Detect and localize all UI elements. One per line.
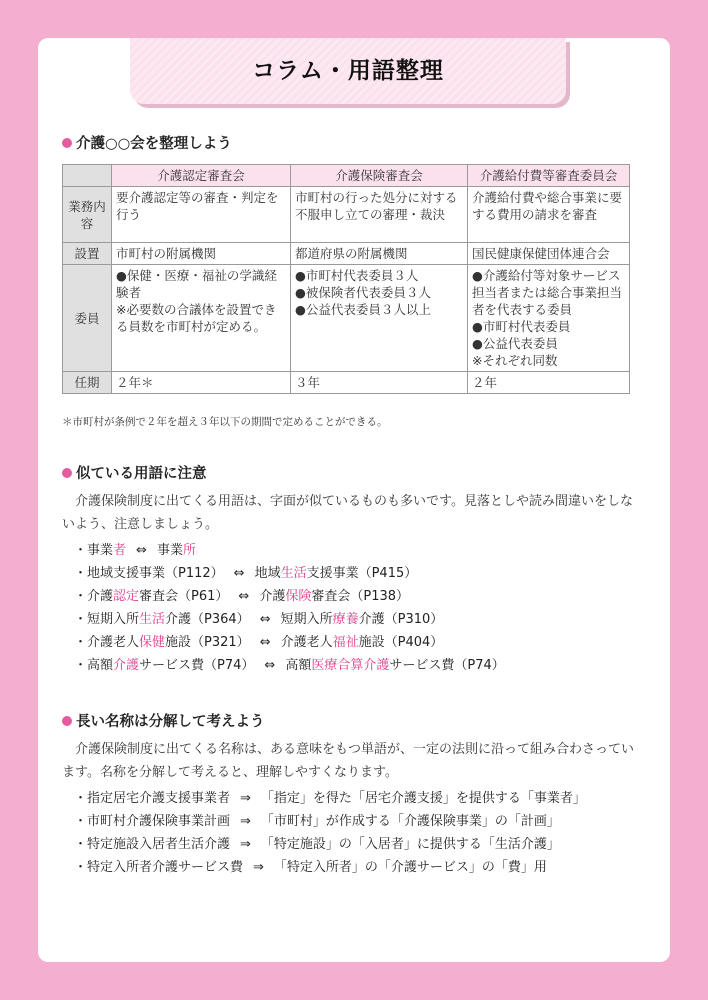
term-pair-item	[74, 585, 505, 608]
table-cell: ２年＊	[112, 372, 291, 394]
term-part: 審査会（P61）	[139, 589, 229, 604]
list-item: ●市町村代表委員３人	[295, 268, 419, 283]
table-cell: ３年	[291, 372, 468, 394]
highlighted-term-part: 者	[113, 543, 127, 558]
section-heading-long-names	[62, 710, 265, 731]
row-label: 任期	[63, 372, 112, 394]
list-item: ※必要数の合議体を設置できる員数を市町村が定める。	[116, 302, 277, 334]
row-label: 業務内容	[63, 187, 112, 243]
table-cell: 市町村の行った処分に対する不服申し立ての審理・裁決	[291, 187, 468, 243]
term-part: サービス費（P74）	[389, 658, 505, 673]
list-item: ●市町村代表委員	[472, 319, 571, 334]
table-cell: 国民健康保健団体連合会	[468, 243, 630, 265]
term-part: ・事業	[74, 543, 114, 558]
highlighted-term-part: 所	[182, 543, 196, 558]
title-banner	[130, 38, 566, 104]
pink-bullet-icon	[62, 716, 72, 726]
highlighted-term-part: 認定	[113, 589, 140, 604]
double-arrow-icon: ⇔	[259, 635, 271, 650]
term-part: 介護（P364）	[165, 612, 250, 627]
list-item: ●被保険者代表委員３人	[295, 285, 431, 300]
highlighted-term-part: 保険	[285, 589, 312, 604]
name-breakdown-item	[74, 833, 586, 856]
highlighted-term-part: 福祉	[332, 635, 359, 650]
list-item: ※それぞれ同数	[472, 353, 558, 368]
name-explanation: 「市町村」が作成する「介護保険事業」の「計画」	[260, 814, 560, 829]
section-heading-text: 介護○○会を整理しよう	[76, 136, 232, 152]
table-row	[63, 372, 630, 394]
term-part: 審査会（P138）	[311, 589, 410, 604]
section-heading-text: 長い名称は分解して考えよう	[76, 714, 265, 730]
highlighted-term-part: 医療合算介護	[311, 658, 390, 673]
committee-comparison-table	[62, 164, 630, 394]
term-pair-item	[74, 562, 505, 585]
term-part: ・介護	[74, 589, 114, 604]
highlighted-term-part: 生活	[280, 566, 307, 581]
name-explanation: 「指定」を得た「居宅介護支援」を提供する「事業者」	[260, 791, 586, 806]
table-cell: 市町村の附属機関	[112, 243, 291, 265]
implies-arrow-icon: ⇒	[253, 860, 264, 875]
section-heading-similar-terms	[62, 462, 207, 483]
long-name-term: ・特定施設入居者生活介護	[74, 837, 231, 852]
page-title: コラム・用語整理	[252, 58, 444, 84]
long-names-intro: 介護保険制度に出てくる名称は、ある意味をもつ単語が、一定の法則に沿って組み合わさっています。名称を分解して考えると、理解しやすくなります。	[62, 742, 635, 780]
term-part: 高額	[285, 658, 312, 673]
double-arrow-icon: ⇔	[259, 612, 271, 627]
table-row	[63, 265, 630, 372]
name-breakdown-item	[74, 856, 586, 879]
implies-arrow-icon: ⇒	[240, 791, 251, 806]
term-part: 地域	[254, 566, 281, 581]
double-arrow-icon: ⇔	[136, 543, 147, 558]
term-part: 短期入所	[280, 612, 333, 627]
list-item: ●公益代表委員３人以上	[295, 302, 431, 317]
term-part: サービス費（P74）	[139, 658, 255, 673]
table-cell	[291, 265, 468, 372]
term-part: 支援事業（P415）	[306, 566, 418, 581]
term-part: ・地域支援事業（P112）	[74, 566, 224, 581]
table-header-cell: 介護認定審査会	[112, 165, 291, 187]
table-cell	[468, 265, 630, 372]
similar-terms-list	[74, 539, 505, 677]
list-item: ●公益代表委員	[472, 336, 558, 351]
term-part: 施設（P404）	[358, 635, 444, 650]
table-cell: 要介護認定等の審査・判定を行う	[112, 187, 291, 243]
term-pair-item	[74, 631, 505, 654]
long-name-term: ・指定居宅介護支援事業者	[74, 791, 231, 806]
double-arrow-icon: ⇔	[238, 589, 250, 604]
page-sheet	[38, 38, 670, 962]
double-arrow-icon: ⇔	[233, 566, 245, 581]
name-breakdown-item	[74, 810, 586, 833]
table-corner-cell	[63, 165, 112, 187]
term-part: ・介護老人	[74, 635, 140, 650]
term-part: 介護（P310）	[358, 612, 444, 627]
similar-terms-intro: 介護保険制度に出てくる用語は、字面が似ているものも多いです。見落としや読み間違いをしないよう、注意しましょう。	[62, 494, 633, 532]
term-part: ・高額	[74, 658, 114, 673]
table-cell: 介護給付費や総合事業に要する費用の請求を審査	[468, 187, 630, 243]
highlighted-term-part: 保健	[139, 635, 166, 650]
name-explanation: 「特定施設」の「入居者」に提供する「生活介護」	[260, 837, 560, 852]
long-name-term: ・市町村介護保険事業計画	[74, 814, 231, 829]
highlighted-term-part: 療養	[332, 612, 359, 627]
implies-arrow-icon: ⇒	[240, 837, 251, 852]
name-explanation: 「特定入所者」の「介護サービス」の「費」用	[273, 860, 547, 875]
table-cell	[112, 265, 291, 372]
highlighted-term-part: 生活	[139, 612, 166, 627]
pink-bullet-icon	[62, 468, 72, 478]
long-name-term: ・特定入所者介護サービス費	[74, 860, 244, 875]
name-breakdown-item	[74, 787, 586, 810]
section-heading-text: 似ている用語に注意	[76, 466, 207, 482]
term-part: 介護	[259, 589, 286, 604]
implies-arrow-icon: ⇒	[240, 814, 251, 829]
row-label: 設置	[63, 243, 112, 265]
table-header-row	[63, 165, 630, 187]
section-heading-committees	[62, 132, 232, 153]
term-part: 施設（P321）	[165, 635, 250, 650]
term-pair-item	[74, 539, 505, 562]
term-part: ・短期入所	[74, 612, 140, 627]
table-header-cell: 介護保険審査会	[291, 165, 468, 187]
table-header-cell: 介護給付費等審査委員会	[468, 165, 630, 187]
term-part: 介護老人	[280, 635, 333, 650]
list-item: ●保健・医療・福祉の学識経験者	[116, 268, 277, 300]
table-row	[63, 187, 630, 243]
row-label: 委員	[63, 265, 112, 372]
table-footnote: ＊市町村が条例で２年を超え３年以下の期間で定めることができる。	[62, 416, 388, 428]
highlighted-term-part: 介護	[113, 658, 140, 673]
term-part: 事業	[156, 543, 183, 558]
table-cell: 都道府県の附属機関	[291, 243, 468, 265]
term-pair-item	[74, 608, 505, 631]
term-pair-item	[74, 654, 505, 677]
list-item: ●介護給付等対象サービス担当者または総合事業担当者を代表する委員	[472, 268, 623, 317]
double-arrow-icon: ⇔	[264, 658, 276, 673]
table-row	[63, 243, 630, 265]
table-cell: ２年	[468, 372, 630, 394]
pink-bullet-icon	[62, 138, 72, 148]
long-names-list	[74, 787, 586, 879]
